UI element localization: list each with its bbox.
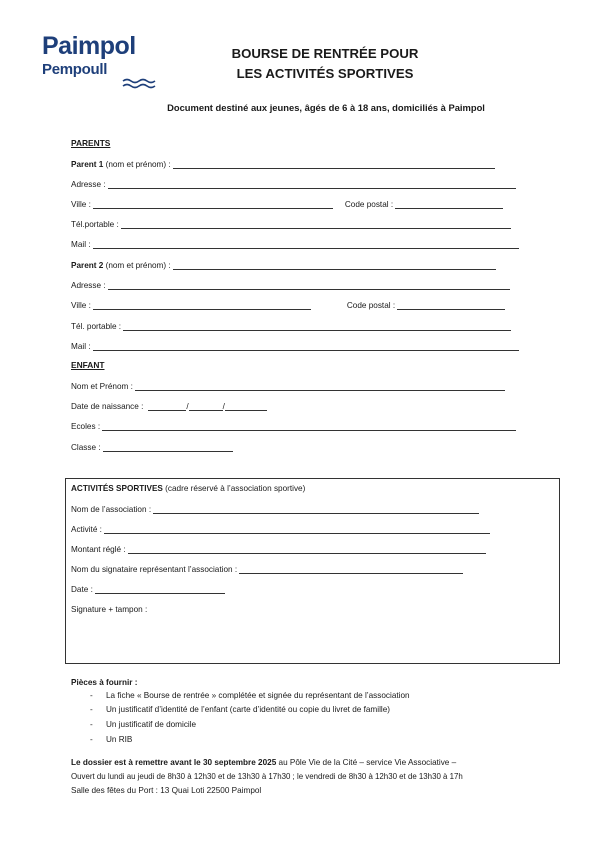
postal-code-label: Code postal :: [344, 200, 394, 209]
sports-heading-bold: ACTIVITÉS SPORTIVES: [71, 484, 163, 493]
postal-code-label: Code postal :: [346, 301, 396, 310]
page-title-line2: LES ACTIVITÉS SPORTIVES: [236, 66, 414, 81]
documents-heading: Pièces à fournir :: [71, 678, 138, 687]
document-item: - Un justificatif de domicile: [90, 720, 197, 729]
document-item: - La fiche « Bourse de rentrée » complétée et signée du représentant de l’association: [90, 691, 410, 700]
parents-heading: PARENTS: [71, 138, 111, 148]
deadline-date: 30 septembre 2025: [202, 758, 277, 767]
parent2-phone-field[interactable]: [123, 321, 511, 331]
sports-heading-rest: (cadre réservé à l’association sportive): [162, 484, 306, 493]
association-name-row: [71, 502, 479, 514]
parent1-mail-row: [71, 237, 519, 249]
birthdate-label: Date de naissance :: [71, 402, 144, 411]
parent1-name-field[interactable]: [173, 159, 495, 169]
birthdate-row: [71, 399, 267, 411]
signature-label: Signature + tampon :: [71, 605, 148, 614]
parent1-label-rest: (nom et prénom) :: [103, 160, 171, 169]
association-name-field[interactable]: [153, 504, 479, 514]
document-item: - Un RIB: [90, 735, 133, 744]
signature-row: [71, 602, 147, 614]
parent2-label-rest: (nom et prénom) :: [103, 261, 171, 270]
date-label: Date :: [71, 585, 93, 594]
address-label: Adresse :: [71, 180, 106, 189]
waves-icon: [122, 78, 156, 90]
parent1-address-field[interactable]: [108, 179, 516, 189]
child-name-label: Nom et Prénom :: [71, 382, 133, 391]
activity-label: Activité :: [71, 525, 102, 534]
parent2-city-row: [71, 298, 505, 310]
class-field[interactable]: [103, 442, 233, 452]
phone-label: Tél. portable :: [71, 322, 122, 331]
phone-label: Tél.portable :: [71, 220, 119, 229]
activity-field[interactable]: [104, 524, 490, 534]
parent1-mail-field[interactable]: [93, 239, 519, 249]
association-name-label: Nom de l’association :: [71, 505, 152, 514]
sports-heading: [71, 481, 305, 493]
child-heading: ENFANT: [71, 360, 105, 370]
city-label: Ville :: [71, 301, 91, 310]
schools-row: [71, 419, 516, 431]
mail-label: Mail :: [71, 240, 91, 249]
parent2-mail-row: [71, 339, 519, 351]
address-line: Salle des fêtes du Port : 13 Quai Loti 22500 Paimpol: [71, 786, 262, 795]
parent1-postal-field[interactable]: [395, 199, 503, 209]
parent1-city-field[interactable]: [93, 199, 333, 209]
deadline-text-a: Le dossier est à remettre avant le: [71, 758, 203, 767]
logo-text-pempoull: Pempoull: [42, 61, 108, 78]
parent2-mail-field[interactable]: [93, 341, 519, 351]
parent2-phone-row: [71, 319, 511, 331]
document-item: - Un justificatif d’identité de l’enfant (carte d’identité ou copie du livret de famille): [90, 705, 390, 714]
date-row: [71, 582, 225, 594]
parent1-address-row: [71, 177, 516, 189]
parent2-name-row: [71, 258, 496, 270]
parent2-address-field[interactable]: [108, 280, 510, 290]
parent2-address-row: [71, 278, 510, 290]
child-name-field[interactable]: [135, 381, 505, 391]
class-label: Classe :: [71, 443, 101, 452]
city-label: Ville :: [71, 200, 91, 209]
amount-label: Montant réglé :: [71, 545, 126, 554]
parent1-label: Parent 1: [71, 160, 104, 169]
page-title-line1: BOURSE DE RENTRÉE POUR: [231, 46, 419, 61]
parent1-phone-row: [71, 217, 511, 229]
parent1-phone-field[interactable]: [121, 219, 511, 229]
mail-label: Mail :: [71, 342, 91, 351]
opening-hours: Ouvert du lundi au jeudi de 8h30 à 12h30 et de 13h30 à 17h30 ; le vendredi de 8h30 à 12h30 et de 13h30 à 17h: [71, 772, 463, 781]
schools-label: Ecoles :: [71, 422, 101, 431]
birth-month-field[interactable]: [189, 401, 223, 411]
deadline-text-c: au Pôle Vie de la Cité – service Vie Associative –: [276, 758, 457, 767]
logo-text-paimpol: Paimpol: [42, 32, 136, 60]
birth-year-field[interactable]: [222, 401, 267, 411]
signatory-row: [71, 562, 463, 574]
parent2-city-field[interactable]: [93, 300, 311, 310]
date-field[interactable]: [95, 584, 225, 594]
amount-row: [71, 542, 486, 554]
parent1-name-row: [71, 157, 495, 169]
date-separator: /: [186, 402, 189, 411]
schools-field[interactable]: [102, 421, 516, 431]
parent2-name-field[interactable]: [173, 260, 496, 270]
activity-row: [71, 522, 490, 534]
signatory-label: Nom du signataire représentant l’association :: [71, 565, 238, 574]
parent2-label: Parent 2: [71, 261, 104, 270]
address-label: Adresse :: [71, 281, 106, 290]
amount-field[interactable]: [128, 544, 486, 554]
deadline-line: [71, 758, 456, 767]
date-separator: /: [222, 402, 225, 411]
birth-day-field[interactable]: [148, 401, 189, 411]
class-row: [71, 440, 233, 452]
signatory-field[interactable]: [239, 564, 463, 574]
parent2-postal-field[interactable]: [397, 300, 505, 310]
paimpol-logo: [40, 30, 158, 92]
page-subtitle: Document destiné aux jeunes, âgés de 6 à 18 ans, domiciliés à Paimpol: [167, 102, 485, 113]
parent1-city-row: [71, 197, 503, 209]
child-name-row: [71, 379, 505, 391]
